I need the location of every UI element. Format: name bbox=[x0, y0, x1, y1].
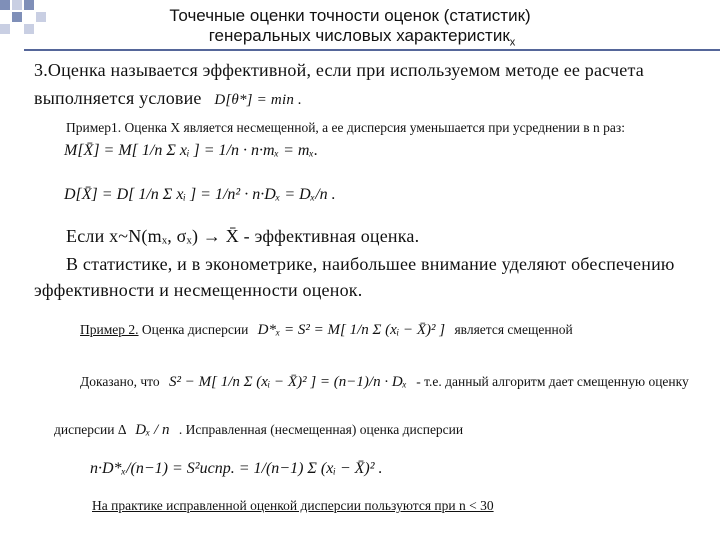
efficiency-condition: D[θ*] = min . bbox=[214, 92, 302, 108]
proved-tail: - т.е. данный алгоритм дает смещенную оценку bbox=[416, 374, 689, 389]
example2-text: Оценка дисперсии bbox=[141, 322, 249, 337]
corrected-variance-formula: n·D*ₓ/(n−1) = S²испр. = 1/(n−1) Σ (xᵢ − X̄)² . bbox=[90, 460, 383, 477]
title-divider bbox=[24, 49, 720, 51]
proved-line bbox=[80, 374, 689, 391]
dispersion-line bbox=[54, 422, 463, 439]
corner-decoration bbox=[0, 0, 66, 40]
dispersion-prefix: дисперсии Δ bbox=[54, 422, 126, 437]
practice-line: На практике исправленной оценкой дисперсии пользуются при n < 30 bbox=[92, 498, 494, 513]
deco-square bbox=[24, 0, 34, 10]
example1-intro: Пример1. Оценка X является несмещенной, а ее дисперсия уменьшается при усреднении в n раз: bbox=[66, 120, 625, 135]
deco-square bbox=[12, 0, 22, 10]
proved-prefix: Доказано, что bbox=[80, 374, 160, 389]
statistics-line2: эффективности и несмещенности оценок. bbox=[34, 280, 363, 300]
example2-formula: D*ₓ = S² = M[ 1/n Σ (xᵢ − X̄)² ] bbox=[257, 322, 446, 338]
item3-line2-text: выполняется условие bbox=[34, 88, 202, 108]
deco-square bbox=[0, 0, 10, 10]
item3-line2 bbox=[34, 88, 302, 109]
deco-square bbox=[12, 12, 22, 22]
deco-square bbox=[36, 12, 46, 22]
statistics-line1: В статистике, и в эконометрике, наибольшее внимание уделяют обеспечению bbox=[66, 254, 675, 274]
item3-line1: 3.Оценка называется эффективной, если при используемом методе ее расчета bbox=[34, 60, 644, 80]
example1-mean-formula: M[X̄] = M[ 1/n Σ xᵢ ] = 1/n · n·mₓ = mₓ. bbox=[64, 142, 318, 159]
deco-square bbox=[0, 24, 10, 34]
dispersion-tail: . Исправленная (несмещенная) оценка дисперсии bbox=[178, 422, 464, 437]
example2-label: Пример 2. bbox=[80, 322, 139, 337]
dispersion-bias-fraction: Dₓ / n bbox=[135, 422, 170, 438]
deco-square bbox=[24, 24, 34, 34]
if-normal-line: Если x~N(mₓ, σₓ) → X̄ - эффективная оценка. bbox=[66, 226, 420, 246]
example2-tail: является смещенной bbox=[454, 322, 573, 337]
slide-title bbox=[70, 6, 630, 52]
title-line-2-text: генеральных числовых характеристик bbox=[208, 26, 510, 45]
example2-line bbox=[80, 322, 573, 339]
example1-variance-formula: D[X̄] = D[ 1/n Σ xᵢ ] = 1/n² · n·Dₓ = Dₓ/n . bbox=[64, 186, 336, 203]
title-line-1: Точечные оценки точности оценок (статистик) bbox=[169, 6, 531, 25]
proved-formula: S² − M[ 1/n Σ (xᵢ − X̄)² ] = (n−1)/n · Dₓ bbox=[169, 374, 407, 390]
title-subscript: x bbox=[509, 36, 516, 49]
